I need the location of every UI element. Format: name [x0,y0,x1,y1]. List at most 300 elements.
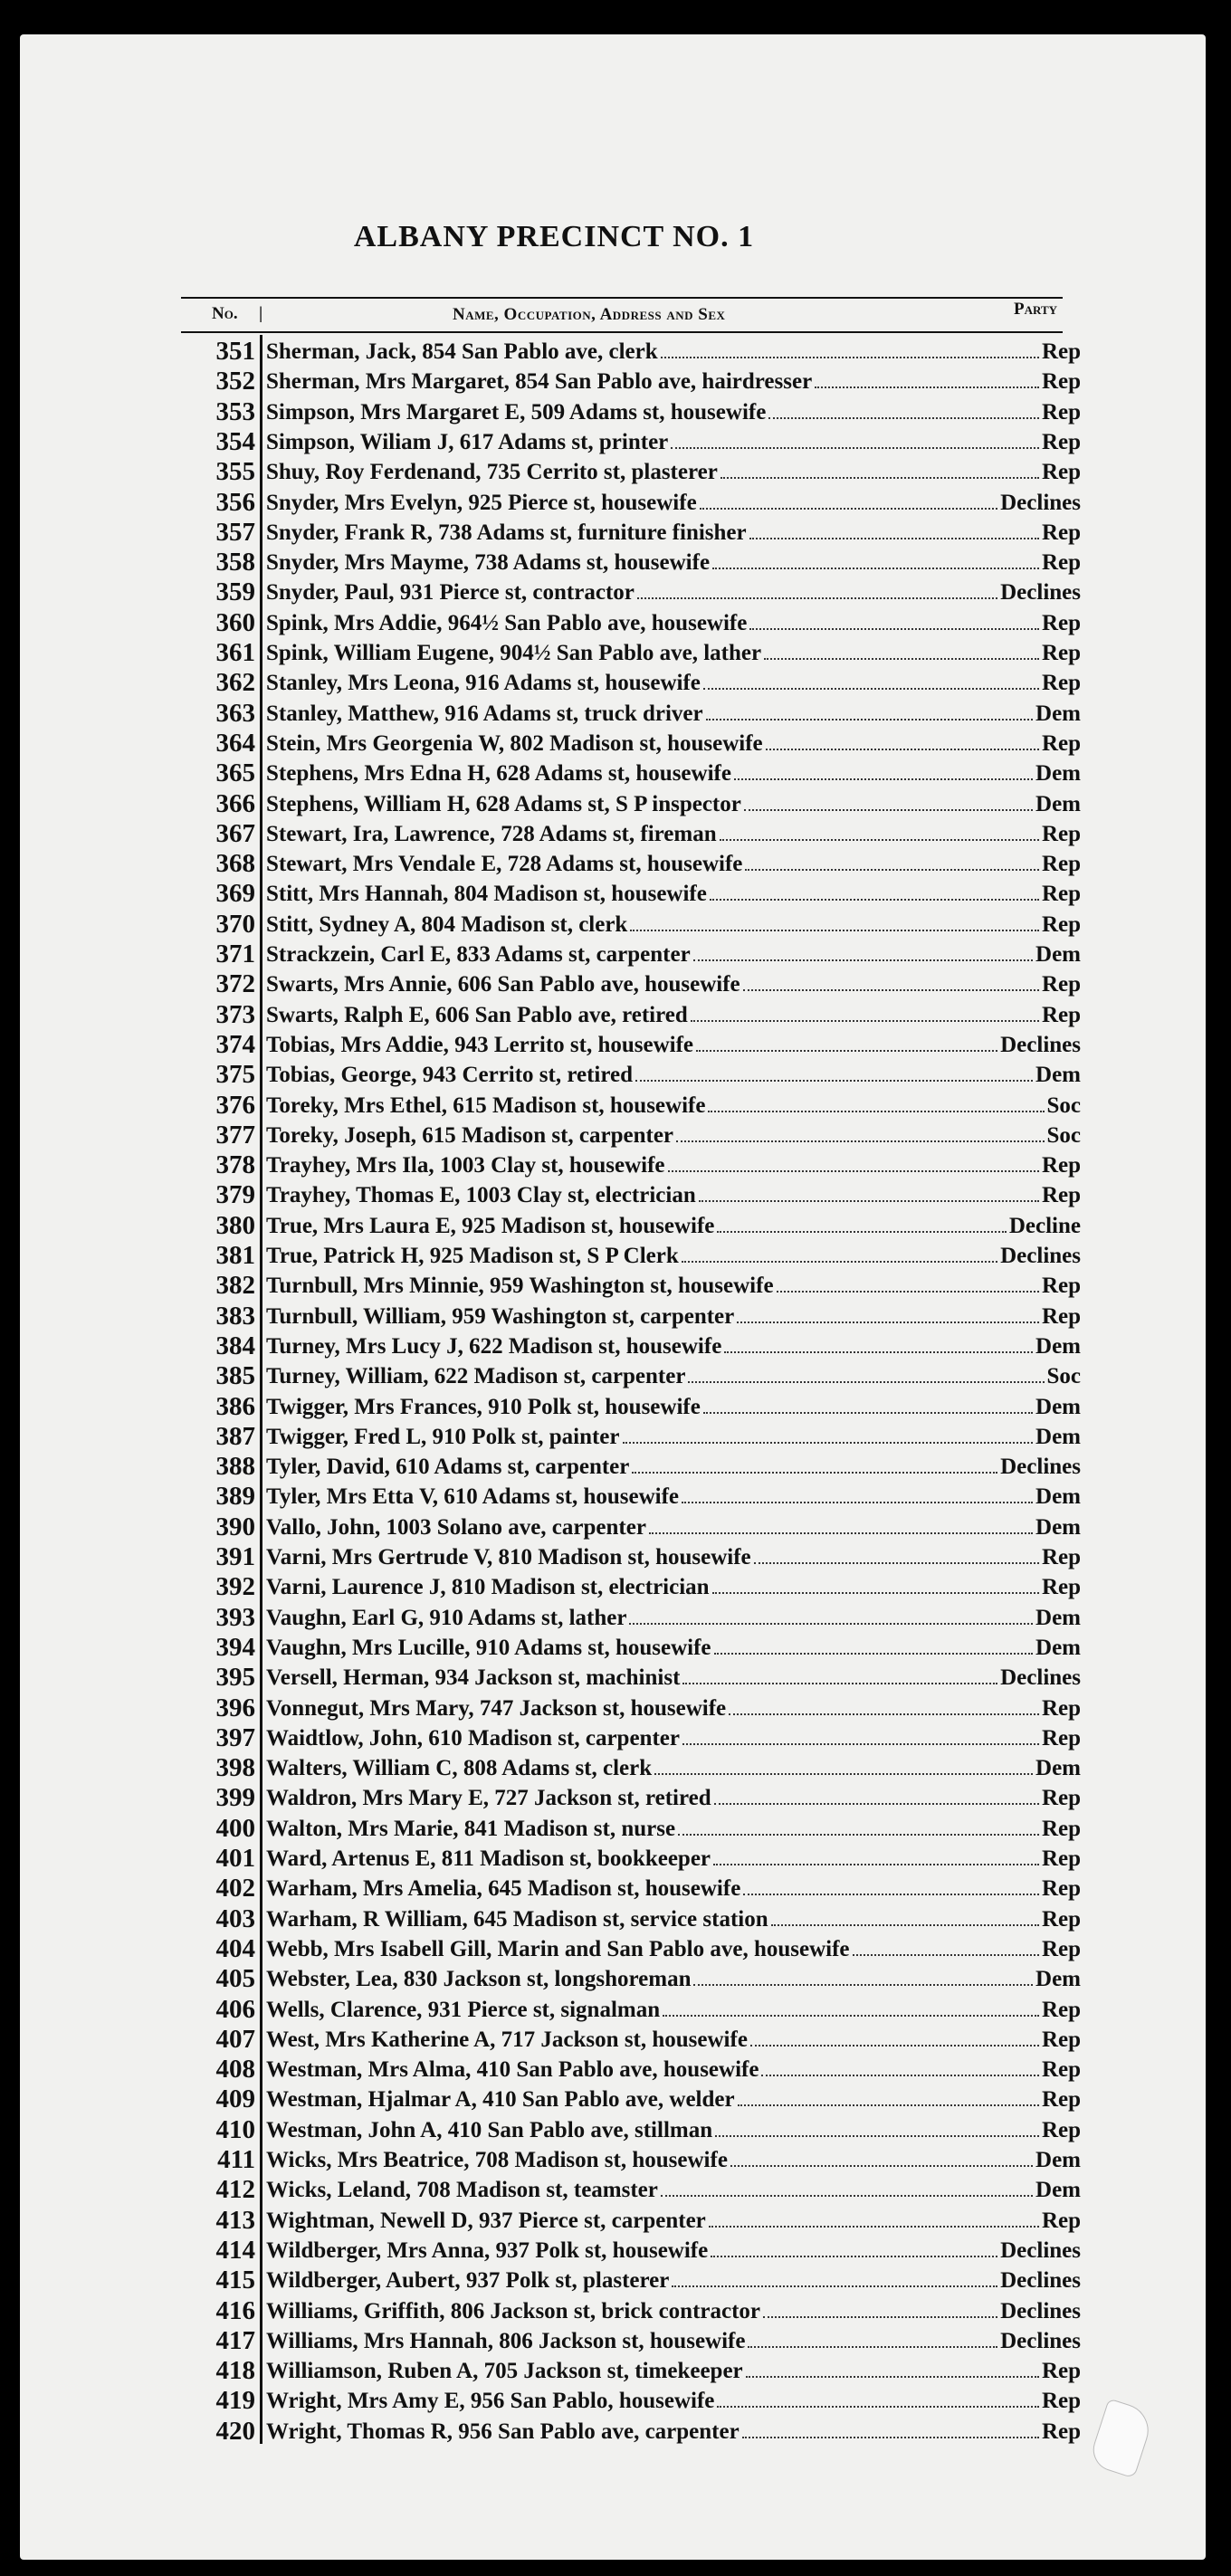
entry-party: Declines [1000,1455,1081,1480]
entry-text: Wightman, Newell D, 937 Pierce st, carpenter [266,2208,706,2233]
list-item [20,548,1206,577]
entry-line [266,1482,1081,1512]
list-item [20,1934,1206,1964]
entry-text: Wright, Mrs Amy E, 956 San Pablo, housewife [266,2389,715,2414]
dot-leader [714,1783,1039,1805]
entry-number: 360 [215,607,255,637]
entry-text: Tyler, Mrs Etta V, 610 Adams st, housewife [266,1484,680,1510]
entry-text: Wildberger, Aubert, 937 Polk st, plasterer [266,2268,670,2294]
entry-number: 420 [215,2416,255,2446]
entry-party: Dem [1035,1484,1081,1510]
dot-leader [693,1964,1033,1986]
dot-leader [693,940,1033,961]
entry-line [266,2206,1081,2236]
entry-number: 389 [215,1482,255,1512]
entry-number: 390 [215,1512,255,1541]
entry-party: Dem [1035,701,1081,726]
dot-leader [649,1512,1033,1534]
entry-party: Dem [1035,1424,1081,1449]
entry-line [266,1512,1081,1542]
entry-text: Snyder, Mrs Evelyn, 925 Pierce st, housewife [266,490,697,515]
entry-number: 401 [215,1844,255,1873]
list-item [20,1452,1206,1482]
entry-party: Rep [1041,1876,1081,1902]
dot-leader [724,1331,1033,1353]
entry-number: 406 [215,1994,255,2024]
entry-line [266,518,1081,548]
entry-text: Spink, Mrs Addie, 964½ San Pablo ave, housewife [266,610,748,635]
entry-party: Rep [1041,429,1081,454]
entry-party: Rep [1041,460,1081,485]
entry-text: Snyder, Frank R, 738 Adams st, furniture finisher [266,520,747,545]
entry-party: Rep [1041,1303,1081,1329]
entry-party: Rep [1041,671,1081,696]
entry-number: 363 [215,698,255,728]
list-item [20,940,1206,969]
entry-number: 415 [215,2266,255,2295]
entry-line [266,2417,1081,2447]
entry-line [266,1844,1081,1874]
dot-leader [720,819,1039,841]
entry-line [266,457,1081,487]
entry-number: 368 [215,849,255,879]
entry-line [266,1693,1081,1723]
column-header [181,297,1063,333]
entry-party: Dem [1035,2178,1081,2203]
entry-line [266,1934,1081,1964]
list-item [20,1512,1206,1542]
list-item [20,488,1206,518]
dot-leader [623,1422,1034,1444]
entry-number: 375 [215,1060,255,1090]
list-item [20,1211,1206,1241]
entry-text: Webb, Mrs Isabell Gill, Marin and San Pablo ave, housewife [266,1936,850,1961]
entry-party: Rep [1041,2208,1081,2233]
entry-number: 404 [215,1933,255,1963]
entry-party: Dem [1035,791,1081,816]
entry-number: 384 [215,1331,255,1360]
entry-party: Soc [1046,1092,1081,1118]
entry-party: Rep [1041,2419,1081,2444]
entry-line [266,910,1081,940]
entry-line [266,608,1081,638]
entry-party: Rep [1041,610,1081,635]
document-page [20,34,1206,2560]
entry-text: Williamson, Ruben A, 705 Jackson st, timekeeper [266,2359,743,2384]
entry-number: 353 [215,396,255,426]
entry-line [266,1422,1081,1452]
header-party: Party [1014,300,1057,319]
entry-text: Varni, Laurence J, 810 Madison st, electrician [266,1575,710,1600]
entry-number: 399 [215,1783,255,1813]
entry-line [266,1783,1081,1813]
entry-number: 396 [215,1693,255,1722]
dot-leader [703,1392,1033,1414]
list-item [20,2115,1206,2145]
dot-leader [777,1271,1039,1293]
dot-leader [678,1814,1039,1836]
entry-line [266,1241,1081,1271]
entry-text: Swarts, Ralph E, 606 San Pablo ave, retired [266,1002,688,1027]
entry-text: Shuy, Roy Ferdenand, 735 Cerrito st, plasterer [266,460,718,485]
entry-number: 358 [215,548,255,577]
entry-text: Westman, John A, 410 San Pablo ave, stillman [266,2117,713,2142]
entry-text: Westman, Hjalmar A, 410 San Pablo ave, welder [266,2087,735,2113]
list-item [20,668,1206,698]
list-item [20,1091,1206,1121]
dot-leader [717,1211,1006,1233]
entry-number: 359 [215,577,255,607]
entry-party: Rep [1041,1153,1081,1178]
entry-line [266,2296,1081,2326]
entry-number: 378 [215,1150,255,1180]
dot-leader [709,2206,1039,2228]
dot-leader [710,879,1039,901]
entry-text: Stewart, Mrs Vendale E, 728 Adams st, housewife [266,852,743,877]
dot-leader [743,1874,1039,1895]
entry-line [266,427,1081,457]
list-item [20,1331,1206,1361]
entry-party: Declines [1000,1032,1081,1057]
entry-line [266,1753,1081,1783]
list-item [20,849,1206,879]
entry-party: Rep [1041,641,1081,665]
entry-number: 385 [215,1361,255,1391]
list-item [20,1422,1206,1452]
list-item [20,367,1206,396]
entry-line [266,1030,1081,1060]
entry-text: Williams, Mrs Hannah, 806 Jackson st, housewife [266,2328,746,2353]
entry-line [266,758,1081,788]
list-item [20,2266,1206,2295]
entry-line [266,2115,1081,2145]
list-item [20,1753,1206,1783]
list-item [20,1392,1206,1422]
list-item [20,1361,1206,1391]
entry-line [266,2145,1081,2175]
entry-text: Tyler, David, 610 Adams st, carpenter [266,1455,630,1480]
dot-leader [720,457,1039,479]
entry-party: Rep [1041,882,1081,907]
entry-number: 381 [215,1241,255,1270]
dot-leader [696,1030,997,1052]
entry-line [266,2055,1081,2085]
entry-text: Sherman, Jack, 854 San Pablo ave, clerk [266,339,658,364]
entry-text: Westman, Mrs Alma, 410 San Pablo ave, housewife [266,2057,759,2083]
entry-text: Snyder, Paul, 931 Pierce st, contractor [266,580,635,606]
entry-line [266,1723,1081,1753]
entry-number: 417 [215,2325,255,2355]
entry-text: Strackzein, Carl E, 833 Adams st, carpenter [266,942,691,967]
dot-leader [632,1452,997,1474]
entry-party: Soc [1046,1364,1081,1389]
dot-leader [715,2115,1039,2137]
entry-number: 370 [215,909,255,939]
list-item [20,2055,1206,2085]
dot-leader [682,1241,997,1263]
list-item [20,427,1206,457]
dot-leader [706,699,1033,720]
dot-leader [763,2296,997,2318]
dot-leader [768,397,1039,419]
entry-party: Rep [1041,1725,1081,1751]
dot-leader [743,969,1039,991]
dot-leader [749,518,1039,539]
list-item [20,1783,1206,1813]
entry-text: Wicks, Leland, 708 Madison st, teamster [266,2178,658,2203]
entry-party: Rep [1041,2359,1081,2384]
entry-number: 416 [215,2295,255,2325]
dot-leader [754,1542,1039,1564]
entry-number: 408 [215,2055,255,2085]
entry-party: Dem [1035,1394,1081,1419]
dot-leader [748,2326,997,2348]
entry-text: Tobias, Mrs Addie, 943 Lerrito st, housewife [266,1032,693,1057]
entry-party: Declines [1000,490,1081,515]
entry-text: Turney, William, 622 Madison st, carpenter [266,1364,686,1389]
entry-text: Vallo, John, 1003 Solano ave, carpenter [266,1514,646,1540]
entry-text: Stephens, Mrs Edna H, 628 Adams st, housewife [266,761,731,787]
entry-party: Dem [1035,1333,1081,1359]
dot-leader [742,2417,1039,2438]
entry-party: Rep [1041,821,1081,846]
dot-leader [764,638,1039,660]
entry-line [266,1874,1081,1903]
dot-leader [663,1995,1039,2017]
dot-leader [717,2386,1039,2408]
entry-party: Rep [1041,1183,1081,1208]
entry-line [266,2085,1081,2114]
entry-line [266,1121,1081,1150]
dot-leader [746,2356,1039,2378]
list-item [20,608,1206,638]
entry-line [266,1000,1081,1030]
dot-leader [730,2145,1033,2167]
entry-text: West, Mrs Katherine A, 717 Jackson st, housewife [266,2027,748,2052]
list-item [20,758,1206,788]
list-item [20,1693,1206,1723]
entry-line [266,668,1081,698]
entry-number: 371 [215,940,255,968]
entry-number: 351 [215,337,255,366]
entry-number: 414 [215,2235,255,2265]
entry-number: 374 [215,1029,255,1059]
list-item [20,699,1206,729]
list-item [20,1844,1206,1874]
list-item [20,1482,1206,1512]
dot-leader [699,1180,1039,1202]
entry-party: Dem [1035,1605,1081,1630]
dot-leader [745,849,1039,871]
entry-number: 403 [215,1903,255,1933]
dot-leader [738,2085,1039,2106]
header-name: Name, Occupation, Address and Sex [453,305,726,324]
list-item [20,1121,1206,1150]
entry-text: Toreky, Mrs Ethel, 615 Madison st, housewife [266,1092,706,1118]
entry-party: Rep [1041,911,1081,937]
entry-line [266,699,1081,729]
entry-number: 361 [215,638,255,667]
list-item [20,1542,1206,1572]
entry-text: Warham, R William, 645 Madison st, service station [266,1906,768,1932]
entry-line [266,1392,1081,1422]
entry-line [266,2326,1081,2356]
entry-party: Rep [1041,1545,1081,1569]
list-item [20,1271,1206,1301]
entry-number: 364 [215,728,255,758]
dot-leader [750,2025,1039,2046]
entry-number: 372 [215,969,255,999]
entry-party: Rep [1041,2027,1081,2052]
entry-number: 356 [215,487,255,517]
list-item [20,2236,1206,2266]
dot-leader [853,1934,1039,1956]
list-item [20,819,1206,849]
entry-party: Dem [1035,1967,1081,1992]
entry-party: Rep [1041,2087,1081,2113]
entry-number: 376 [215,1090,255,1120]
entry-party: Declines [1000,1244,1081,1268]
entry-text: Varni, Mrs Gertrude V, 810 Madison st, housewife [266,1545,751,1569]
entry-text: Williams, Griffith, 806 Jackson st, brick contractor [266,2298,761,2323]
entry-number: 354 [215,426,255,456]
list-item [20,1964,1206,1994]
entry-text: Stewart, Ira, Lawrence, 728 Adams st, fireman [266,821,717,846]
entry-line [266,1633,1081,1663]
list-item [20,1150,1206,1180]
entry-text: Stein, Mrs Georgenia W, 802 Madison st, housewife [266,730,763,756]
entry-party: Rep [1041,1816,1081,1841]
page-title: ALBANY PRECINCT NO. 1 [353,220,755,253]
entry-number: 357 [215,517,255,547]
dot-leader [771,1904,1039,1926]
dot-leader [676,1121,1044,1142]
entry-party: Rep [1041,1274,1081,1299]
entry-line [266,1542,1081,1572]
entry-line [266,367,1081,396]
entry-line [266,1452,1081,1482]
dot-leader [654,1753,1033,1775]
entry-text: Wildberger, Mrs Anna, 937 Polk st, housewife [266,2237,709,2263]
entry-number: 391 [215,1542,255,1571]
entry-text: Turney, Mrs Lucy J, 622 Madison st, housewife [266,1333,722,1359]
list-item [20,1000,1206,1030]
dot-leader [766,729,1039,750]
entry-number: 387 [215,1421,255,1451]
dot-leader [635,1060,1033,1082]
entry-party: Dem [1035,1756,1081,1781]
list-item [20,1603,1206,1633]
dot-leader [682,1663,997,1684]
entry-number: 362 [215,668,255,698]
list-item [20,879,1206,909]
dot-leader [671,427,1039,449]
list-item [20,969,1206,999]
entry-text: Sherman, Mrs Margaret, 854 San Pablo ave, hairdresser [266,369,813,395]
dot-leader [661,2175,1033,2197]
list-item [20,397,1206,427]
entry-party: Dem [1035,1514,1081,1540]
entry-number: 393 [215,1602,255,1632]
list-item [20,2417,1206,2447]
entry-number: 397 [215,1722,255,1752]
entry-line [266,1091,1081,1121]
list-item [20,337,1206,367]
list-item [20,1241,1206,1271]
list-item [20,1572,1206,1602]
entry-number: 409 [215,2085,255,2114]
list-item [20,638,1206,668]
entry-text: Vaughn, Mrs Lucille, 910 Adams st, housewife [266,1635,711,1660]
entry-party: Dem [1035,1063,1081,1088]
entry-party: Dem [1035,942,1081,967]
entry-party: Rep [1041,1846,1081,1871]
entry-number: 380 [215,1210,255,1240]
entry-line [266,1904,1081,1934]
entry-text: Stanley, Matthew, 916 Adams st, truck driver [266,701,703,726]
list-item [20,1995,1206,2025]
entry-party: Rep [1041,852,1081,877]
list-item [20,1060,1206,1090]
entry-line [266,2236,1081,2266]
entry-line [266,1361,1081,1391]
entry-line [266,789,1081,819]
list-item [20,729,1206,758]
entry-line [266,397,1081,427]
list-item [20,577,1206,607]
list-item [20,1904,1206,1934]
entry-party: Rep [1041,730,1081,756]
entry-text: True, Patrick H, 925 Madison st, S P Clerk [266,1244,679,1268]
entry-text: Stanley, Mrs Leona, 916 Adams st, housewife [266,671,701,696]
entry-party: Decline [1008,1213,1081,1238]
entry-line [266,2175,1081,2205]
dot-leader [737,1302,1039,1323]
header-no: No. [212,304,238,323]
list-item [20,2386,1206,2416]
dot-leader [712,1572,1039,1594]
entry-text: Vonnegut, Mrs Mary, 747 Jackson st, housewife [266,1695,727,1721]
entry-line [266,969,1081,999]
entry-party: Rep [1041,550,1081,576]
dot-leader [815,367,1039,388]
list-item [20,2296,1206,2326]
entry-number: 410 [215,2114,255,2144]
entry-party: Rep [1041,520,1081,545]
list-item [20,2206,1206,2236]
entry-number: 419 [215,2386,255,2416]
entry-text: Wells, Clarence, 931 Pierce st, signalman [266,1997,661,2022]
entry-line [266,729,1081,758]
entry-line [266,1180,1081,1210]
entry-number: 412 [215,2175,255,2205]
entry-line [266,819,1081,849]
list-item [20,457,1206,487]
dot-leader [688,1361,1044,1383]
entry-party: Rep [1041,2117,1081,2142]
entry-line [266,1964,1081,1994]
entry-line [266,1150,1081,1180]
entry-text: Tobias, George, 943 Cerrito st, retired [266,1063,634,1088]
entry-line [266,2266,1081,2295]
entry-party: Dem [1035,761,1081,787]
entry-text: Trayhey, Thomas E, 1003 Clay st, electrician [266,1183,696,1208]
entry-party: Rep [1041,339,1081,364]
entry-text: Toreky, Joseph, 615 Madison st, carpenter [266,1122,674,1148]
entry-text: Waldron, Mrs Mary E, 727 Jackson st, retired [266,1786,711,1811]
entry-line [266,1302,1081,1331]
list-item [20,1633,1206,1663]
